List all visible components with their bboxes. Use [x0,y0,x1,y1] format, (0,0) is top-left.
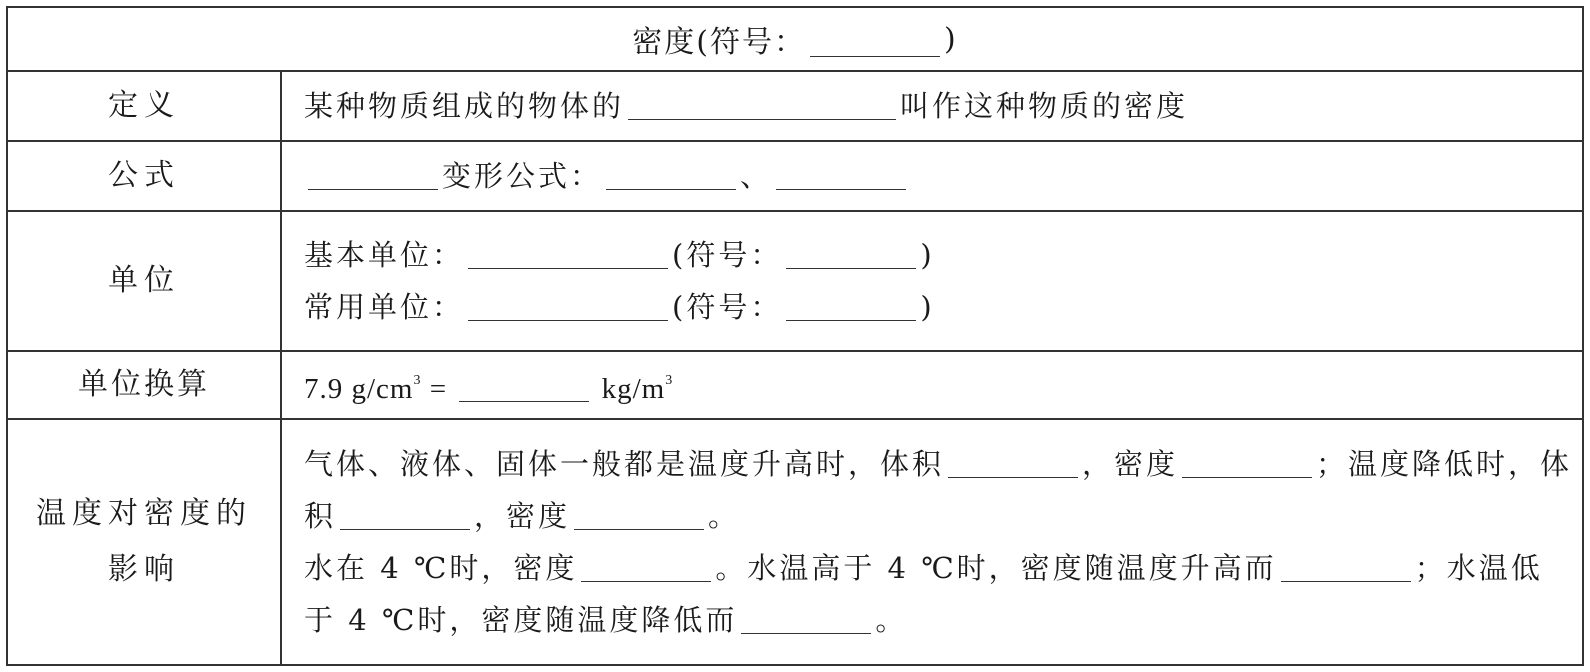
conversion-label: 单位换算 [8,352,282,418]
conversion-blank[interactable] [459,367,589,402]
formula-variant-blank-1[interactable] [606,155,736,190]
temperature-row [8,420,1582,664]
basic-unit-blank[interactable] [468,234,668,269]
temp-density-rise-blank[interactable] [1182,443,1312,478]
water-above-4c-blank[interactable] [1281,547,1411,582]
conversion-content [282,352,1582,418]
title-row [8,8,1582,72]
unit-content [282,212,1582,350]
title-text: 密度(符号： [632,25,806,60]
common-symbol-open: (符号： [672,290,783,324]
water-4c-blank[interactable] [581,547,711,582]
temp-p2-d: 于 4 ℃时，密度随温度降低而 [304,603,738,637]
temp-volume-rise-blank[interactable] [948,443,1078,478]
temp-p1-c: ；温度降低时，体 [1316,447,1573,481]
temperature-label [8,420,282,664]
formula-mid: 变形公式： [442,159,603,193]
definition-content [282,72,1582,140]
basic-symbol-close: ) [920,238,935,272]
unit-label: 单位 [8,212,282,350]
temp-p2-b: 。水温高于 4 ℃时，密度随温度升高而 [715,551,1277,585]
conversion-rhs: kg/m [601,373,666,405]
symbol-blank[interactable] [810,22,940,57]
common-unit-blank[interactable] [468,286,668,321]
basic-symbol-blank[interactable] [786,234,916,269]
water-below-4c-blank[interactable] [741,599,871,634]
formula-variant-blank-2[interactable] [776,155,906,190]
definition-blank[interactable] [628,85,896,120]
temp-density-drop-blank[interactable] [574,495,704,530]
conversion-lhs-exp: 3 [413,373,422,388]
temp-p1-a: 气体、液体、固体一般都是温度升高时，体积 [304,447,945,481]
definition-row [8,72,1582,142]
conversion-rhs-exp: 3 [665,373,674,388]
definition-label: 定义 [8,72,282,140]
temp-p1-e: ，密度 [474,499,571,533]
conversion-lhs: 7.9 g/cm [304,373,414,405]
common-symbol-blank[interactable] [786,286,916,321]
temp-p1-f: 。 [708,499,741,533]
temperature-content [282,420,1582,664]
density-table [6,6,1584,666]
formula-row [8,142,1582,212]
basic-unit-label: 基本单位： [304,238,465,272]
table-title [8,8,1582,70]
basic-symbol-open: (符号： [672,238,783,272]
common-unit-label: 常用单位： [304,290,465,324]
definition-pre: 某种物质组成的物体的 [304,89,625,123]
temperature-label-line2: 影响 [108,552,180,587]
temp-p1-b: ，密度 [1082,447,1179,481]
title-close: ) [944,21,958,57]
formula-content [282,142,1582,210]
conversion-eq: = [429,373,448,405]
temp-p2-e: 。 [875,603,908,637]
definition-post: 叫作这种物质的密度 [900,89,1189,123]
temp-p1-d: 积 [304,499,337,533]
temp-volume-drop-blank[interactable] [340,495,470,530]
unit-row [8,212,1582,352]
formula-label: 公式 [8,142,282,210]
common-symbol-close: ) [920,290,935,324]
formula-sep: 、 [740,159,773,193]
temp-p2-c: ；水温低 [1414,551,1543,585]
temperature-label-line1: 温度对密度的 [36,496,252,531]
temp-p2-a: 水在 4 ℃时，密度 [304,551,578,585]
formula-blank[interactable] [308,155,438,190]
conversion-row [8,352,1582,420]
